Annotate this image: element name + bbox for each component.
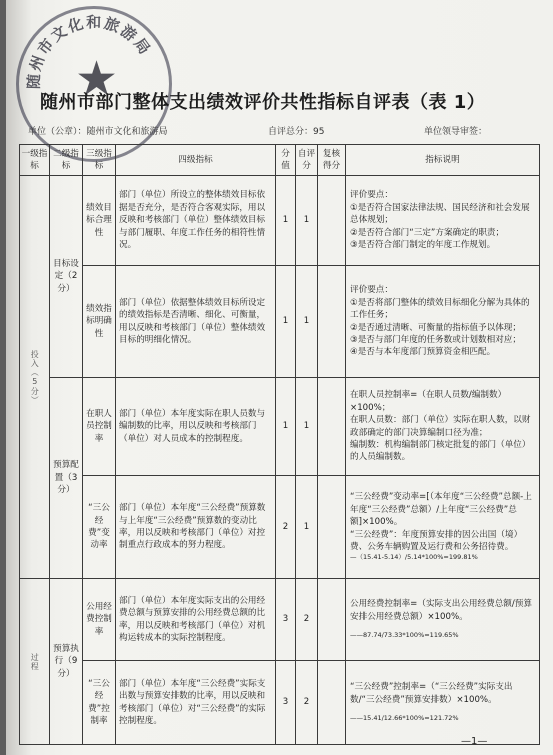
self-score-total: 自评总分：95 — [268, 127, 325, 137]
notes-cell — [346, 176, 540, 266]
notes-line: 公用经费控制率=（实际支出公用经费总额/预算安排公用经费总额）×100%。 — [350, 599, 532, 622]
level4-cell: 部门（单位）所设立的整体绩效目标依据是否充分，是否符合客观实际，用以反映和考核部门（单位）整体绩效目标与部门履职、年度工作任务的相符性情况。 — [116, 176, 276, 266]
level3-cell: 绩效指标明确性 — [83, 266, 116, 378]
notes-cell — [346, 378, 540, 476]
notes-cell — [346, 266, 540, 378]
self-score-cell: 1 — [296, 176, 318, 266]
header-points: 分值 — [276, 145, 296, 176]
review-score-cell — [318, 378, 346, 476]
points-cell: 1 — [276, 378, 296, 476]
level1-label: 投入（5分） — [30, 349, 40, 405]
notes-line: ④是否与本年度部门预算资金相匹配。 — [350, 347, 496, 358]
notes-formula: ——87.74/73.33*100%=119.65% — [350, 631, 459, 640]
notes-line: ①是否符合国家法律法规、国民经济和社会发展总体规划； — [350, 202, 530, 226]
header-level1: 一级指标 — [20, 145, 50, 176]
level3-cell: 公用经费控制率 — [83, 579, 116, 661]
points-cell: 3 — [276, 579, 296, 661]
level4-cell: 部门（单位）本年度“三公经费”实际支出数与预算安排数的比率，用以反映和考核部门（单位）对“三公经费”的实际控制程度。 — [116, 661, 276, 745]
level3-cell: “三公经费”变动率 — [83, 476, 116, 579]
notes-line: ①是否将部门整体的绩效目标细化分解为具体的工作任务； — [350, 297, 530, 321]
level2-cell: 预算执行（9分） — [50, 579, 83, 745]
table-row — [20, 661, 540, 745]
table-row — [20, 176, 540, 266]
notes-line: “三公经费”控制率=（“三公经费”实际支出数/“三公经费”预算安排数）×100%。 — [350, 682, 513, 705]
level4-cell: 部门（单位）依据整体绩效目标所设定的绩效指标是否清晰、细化、可衡量，用以反映和考核部门（单位）整体绩效目标的明细化情况。 — [116, 266, 276, 378]
page-number: —1— — [461, 736, 488, 747]
notes-line: 在职人员控制率=（在职人员数/编制数）×100%； — [350, 390, 507, 413]
document-page — [6, 0, 553, 755]
level1-label: 过程 — [30, 652, 40, 671]
notes-line: 在职人员数：部门（单位）实际在职人数，以财政部确定的部门决算编制口径为准； — [350, 415, 531, 438]
self-score-cell: 1 — [296, 476, 318, 579]
table-row — [20, 378, 540, 476]
level3-cell: 在职人员控制率 — [83, 378, 116, 476]
notes-line: “三公经费”变动率=[（本年度“三公经费”总额-上年度“三公经费”总额）/上年度“三公经费”总额]×100%。 — [350, 492, 532, 528]
review-score-cell — [318, 176, 346, 266]
notes-line: 编制数：机构编制部门核定批复的部门（单位）的人员编制数。 — [350, 439, 531, 463]
notes-line: 评价要点： — [350, 285, 393, 296]
level3-cell: 绩效目标合理性 — [83, 176, 116, 266]
table-header-row — [20, 145, 540, 176]
notes-cell — [346, 579, 540, 661]
notes-cell — [346, 661, 540, 745]
table-row — [20, 266, 540, 378]
self-score-cell: 1 — [296, 378, 318, 476]
page-title: 随州市部门整体支出绩效评价共性指标自评表（表 1） — [40, 92, 486, 113]
review-score-cell — [318, 579, 346, 661]
points-cell: 1 — [276, 176, 296, 266]
header-self-score: 自评分 — [296, 145, 318, 176]
table-row — [20, 579, 540, 661]
header-level2: 二级指标 — [50, 145, 83, 176]
svg-text:随州市文化和旅游局: 随州市文化和旅游局 — [24, 13, 155, 90]
notes-formula: —（15.41-5.14）/5.14*100%=199.81% — [350, 553, 478, 562]
evaluation-table — [19, 144, 540, 745]
level4-cell: 部门（单位）本年度实际在职人员数与编制数的比率，用以反映和考核部门（单位）对人员成本的控制程度。 — [116, 378, 276, 476]
notes-line: ③是否符合部门制定的年度工作规划。 — [350, 240, 496, 251]
points-cell: 2 — [276, 476, 296, 579]
level3-cell: “三公经费”控制率 — [83, 661, 116, 745]
level2-cell: 目标设定（2分） — [50, 176, 83, 378]
notes-line: ②是否符合部门“三定”方案确定的职责； — [350, 227, 505, 238]
level4-cell: 部门（单位）本年度实际支出的公用经费总额与预算安排的公用经费总额的比率，用以反映和考核部门（单位）对机构运转成本的实际控制程度。 — [116, 579, 276, 661]
self-score-cell: 1 — [296, 266, 318, 378]
notes-line: “三公经费”：年度预算安排的因公出国（境）费、公务车辆购置及运行费和公务招待费。 — [350, 529, 523, 552]
level1-cell — [20, 176, 50, 579]
header-notes: 指标说明 — [346, 145, 540, 176]
unit-label: 单位（公章）：随州市文化和旅游局 — [28, 127, 168, 137]
notes-line: 评价要点： — [350, 190, 393, 201]
notes-cell — [346, 476, 540, 579]
leader-signature-label: 单位领导审签： — [424, 127, 488, 137]
level1-cell — [20, 579, 50, 745]
table-row — [20, 476, 540, 579]
level2-cell: 预算配置（3分） — [50, 378, 83, 579]
review-score-cell — [318, 661, 346, 745]
header-level4: 四级指标 — [116, 145, 276, 176]
review-score-cell — [318, 476, 346, 579]
header-level3: 三级指标 — [83, 145, 116, 176]
points-cell: 1 — [276, 266, 296, 378]
notes-line: ②是否通过清晰、可衡量的指标值予以体现； — [350, 322, 521, 333]
notes-line: ③是否与部门年度的任务数或计划数相对应； — [350, 334, 521, 345]
header-review-score: 复核得分 — [318, 145, 346, 176]
points-cell: 3 — [276, 661, 296, 745]
level4-cell: 部门（单位）本年度“三公经费”预算数与上年度“三公经费”预算数的变动比率，用以反映和考核部门（单位）对控制重点行政成本的努力程度。 — [116, 476, 276, 579]
official-seal — [16, 6, 172, 162]
review-score-cell — [318, 266, 346, 378]
self-score-cell: 2 — [296, 661, 318, 745]
notes-formula: ——15.41/12.66*100%=121.72% — [350, 714, 459, 723]
self-score-cell: 2 — [296, 579, 318, 661]
seal-star-icon: ★ — [75, 51, 119, 107]
